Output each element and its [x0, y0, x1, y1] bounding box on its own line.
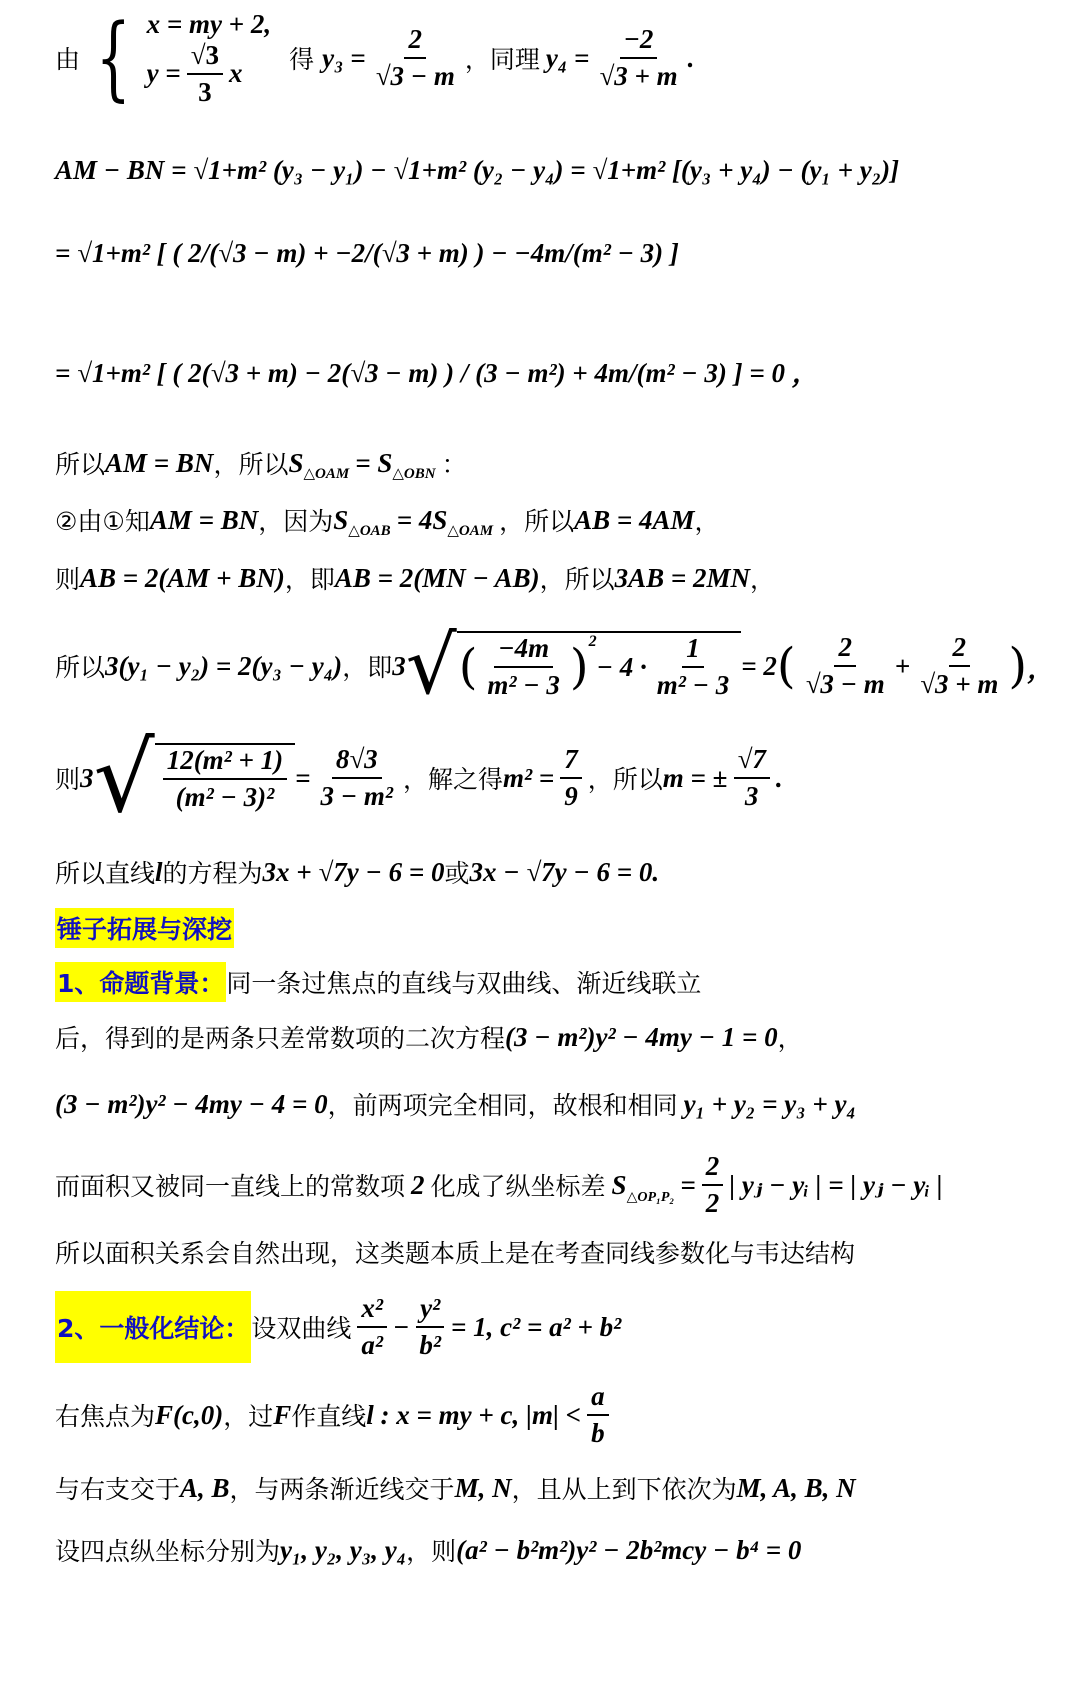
- fraction-y4: [595, 24, 681, 92]
- text: ，过: [223, 1402, 274, 1431]
- paren: (: [458, 639, 478, 695]
- math: AB = 2(AM + BN): [80, 562, 285, 593]
- period: .: [687, 42, 695, 73]
- text: ，前两项完全相同，故根和相同: [327, 1091, 678, 1120]
- fraction: [357, 1293, 387, 1361]
- text: ，即: [342, 653, 393, 682]
- label-proposition-background: 1、命题背景：: [55, 962, 226, 1002]
- frac-den: √3 + m: [599, 61, 678, 91]
- frac-den: √3 − m: [805, 669, 885, 699]
- line-area-equal: [55, 443, 467, 483]
- subscript: △OP₁P₂: [626, 1190, 675, 1205]
- line-general-3: [55, 1468, 856, 1508]
- math: AM = BN: [149, 504, 259, 535]
- frac-num: 2: [404, 24, 426, 59]
- frac-num: 8√3: [332, 744, 382, 779]
- math: y₁ + y₂ = y₃ + y₄: [683, 1088, 856, 1119]
- math: =: [680, 1169, 696, 1200]
- fraction: [483, 633, 563, 701]
- paren: (: [776, 638, 796, 694]
- line-part2: [55, 500, 720, 540]
- text: 所以: [55, 450, 106, 479]
- frac-den: (m² − 3)²: [175, 782, 275, 812]
- math: 3AB = 2MN: [614, 562, 751, 593]
- fraction: [702, 1151, 724, 1219]
- frac-den: 9: [564, 781, 578, 811]
- text: 同一条过焦点的直线与双曲线、渐近线联立: [226, 969, 702, 998]
- subscript: △OAM: [303, 466, 350, 482]
- math: = 2: [741, 650, 777, 681]
- fraction: [734, 744, 770, 812]
- math: M, N: [454, 1472, 512, 1503]
- frac-num: 1: [682, 633, 704, 668]
- frac-den: 3: [744, 781, 759, 811]
- frac-num: √7: [734, 744, 770, 779]
- fraction: [916, 632, 1002, 700]
- frac-den: a²: [361, 1330, 384, 1360]
- fraction: [653, 633, 733, 701]
- text: 而面积又被同一直线上的常数项: [55, 1172, 406, 1201]
- sqrt-sign: √: [405, 619, 457, 712]
- fraction: [163, 745, 287, 813]
- fraction: [560, 744, 582, 812]
- paren: ): [569, 639, 589, 695]
- text: ，: [694, 507, 720, 536]
- line-background-5: 所以面积关系会自然出现，这类题本质上是在考查同线参数化与韦达结构: [55, 1239, 856, 1268]
- fraction: [415, 1293, 445, 1361]
- math: 3x + √7y − 6 = 0: [262, 856, 445, 887]
- text: 右焦点为: [55, 1402, 156, 1431]
- line-background-3: [55, 1082, 856, 1126]
- system-eq2: [147, 40, 272, 108]
- heading-hammer-extension: 锤子拓展与深挖: [55, 908, 234, 948]
- frac-num: x²: [357, 1293, 387, 1328]
- fraction: [587, 1381, 609, 1449]
- math: 2: [411, 1169, 425, 1200]
- frac-den: 3 − m²: [320, 781, 394, 811]
- equation-am-bn: AM − BN = √1+m² (y₃ − y₁) − √1+m² (y₂ − y₄) = √1+m² [(y₃ + y₄) − (y₁ + y₂)]: [55, 154, 900, 185]
- fraction: [802, 632, 889, 700]
- text: ，所以: [539, 565, 615, 594]
- line-general-1: 2、一般化结论： 设双曲线 $\frac{\text{x²}}{\text{a²}}$ − $\frac{\text{y²}}{\text{b²}}$ = 1, c² = a² + b²: [55, 1290, 621, 1364]
- text: ，与两条渐近线交于: [229, 1475, 455, 1504]
- math: y₁, y₂, y₃, y₄: [280, 1534, 407, 1565]
- text-you: 由: [55, 45, 81, 74]
- math: = S: [355, 447, 393, 478]
- text: 后，得到的是两条只差常数项的二次方程: [55, 1024, 506, 1053]
- text: 的方程为: [162, 859, 263, 888]
- text: 设四点纵坐标分别为: [55, 1537, 281, 1566]
- text: 化成了纵坐标差: [430, 1172, 606, 1201]
- text: ：: [441, 450, 467, 479]
- sqrt-radicand: [155, 743, 295, 813]
- system-eq2-lhs: y =: [146, 58, 181, 88]
- math: = 4S: [396, 504, 448, 535]
- math: 3x − √7y − 6 = 0: [469, 856, 653, 887]
- math: = 1, c² = a² + b²: [451, 1311, 622, 1342]
- math: (a² − b²m²)y² − 2b²mcy − b⁴ = 0: [456, 1534, 802, 1565]
- frac-num: √3: [187, 40, 223, 75]
- line-background-4: [55, 1150, 943, 1220]
- subscript: △OAM: [447, 523, 494, 539]
- label-general-conclusion: 2、一般化结论：: [55, 1291, 251, 1363]
- math: m² =: [503, 762, 555, 793]
- text: ，: [750, 565, 776, 594]
- fraction-sqrt3-over-3: [187, 40, 223, 108]
- subscript: △OBN: [392, 466, 436, 482]
- text: ，则: [406, 1537, 457, 1566]
- math: 3: [392, 650, 406, 681]
- math: 3: [80, 762, 94, 793]
- frac-num: y²: [416, 1293, 444, 1328]
- math: A, B: [180, 1472, 230, 1503]
- text: ，所以: [499, 507, 575, 536]
- math: .: [652, 856, 660, 887]
- math: F: [273, 1399, 292, 1430]
- math: (3 − m²)y² − 4my − 1 = 0: [505, 1021, 778, 1052]
- line-general-4: [55, 1528, 801, 1572]
- text: ，解之得: [403, 765, 504, 794]
- line-background-1: [55, 962, 701, 1002]
- math: S: [288, 447, 304, 478]
- paren: ): [1008, 638, 1028, 694]
- text: ②由①知: [55, 507, 150, 536]
- sup: 2: [588, 633, 597, 650]
- frac-den: √3 + m: [920, 669, 999, 699]
- text: ，所以: [213, 450, 289, 479]
- left-brace: {: [95, 4, 131, 111]
- fraction-y3: [372, 24, 459, 92]
- text: 或: [444, 859, 470, 888]
- math: .: [775, 762, 783, 793]
- text-tongli: ，同理: [464, 45, 540, 74]
- fraction: [317, 744, 397, 812]
- frac-den: √3 − m: [375, 61, 455, 91]
- system-eq1: x = my + 2,: [146, 8, 272, 39]
- math: M, A, B, N: [736, 1472, 856, 1503]
- math: ，: [1027, 653, 1055, 684]
- math: 3(y₁ − y₂) = 2(y₃ − y₄): [105, 650, 343, 681]
- frac-num: a: [587, 1381, 609, 1416]
- equation-step-2: = √1+m² [ ( 2(√3 + m) − 2(√3 − m) ) / (3 − m²) + 4m/(m² − 3) ] = 0 ，: [55, 357, 819, 388]
- line-solve-m: [55, 722, 783, 834]
- sqrt-sign: √: [93, 722, 155, 834]
- math: AM = BN: [105, 447, 214, 478]
- equation-system: [147, 9, 272, 108]
- frac-den: b²: [419, 1330, 442, 1360]
- y4-label: y₄ =: [545, 42, 590, 73]
- text: 设双曲线: [251, 1314, 352, 1343]
- math: | yⱼ − yᵢ | = | yⱼ − yᵢ |: [729, 1169, 943, 1200]
- math: l : x = my + c, |m| <: [366, 1399, 582, 1430]
- text: ，因为: [258, 507, 334, 536]
- frac-den: 3: [198, 76, 212, 107]
- line-sqrt-equation: 所以 3(y₁ − y₂) = 2(y₃ − y₄) ，即 3 √ ( $\frac{-4m}{\text{m² − 3}}$ ) 2 − 4 · $\frac{1}{\text{m² − 3}}$ = 2 ( $\frac{2}{√3 - m}$ + $\frac{2}{√3 + m}$ ) ，: [55, 619, 1055, 712]
- text: ，: [777, 1024, 803, 1053]
- frac-num: 7: [560, 744, 582, 779]
- math: m = ±: [662, 762, 728, 793]
- math: AB = 4AM: [574, 504, 695, 535]
- frac-den: m² − 3: [656, 670, 730, 700]
- text: 则: [55, 565, 81, 594]
- equation-step-1: = √1+m² [ ( 2/(√3 − m) + −2/(√3 + m) ) − −4m/(m² − 3) ]: [55, 237, 679, 268]
- text: 与右支交于: [55, 1475, 181, 1504]
- line-result: [55, 852, 659, 892]
- text: 则: [55, 765, 81, 794]
- section-heading: [55, 908, 234, 948]
- frac-den: b: [591, 1418, 605, 1448]
- frac-den: 2: [705, 1188, 720, 1218]
- line-background-2: [55, 1015, 803, 1059]
- math: − 4 ·: [596, 651, 647, 682]
- frac-num: 2: [949, 632, 971, 667]
- frac-num: −2: [620, 24, 658, 59]
- frac-num: 2: [702, 1151, 724, 1186]
- line-general-2: [55, 1380, 615, 1450]
- math: (3 − m²)y² − 4my − 4 = 0: [55, 1088, 328, 1119]
- math: l: [155, 856, 163, 887]
- text: 所以: [55, 653, 106, 682]
- line-ab: [55, 556, 775, 600]
- y3-label: y₃ =: [322, 42, 366, 73]
- text: ，所以: [587, 765, 663, 794]
- math: AB = 2(MN − AB): [334, 562, 540, 593]
- text: 作直线: [291, 1402, 367, 1431]
- text: 所以直线: [55, 859, 156, 888]
- math: S: [611, 1169, 627, 1200]
- frac-num: 12(m² + 1): [163, 745, 287, 780]
- sqrt-radicand: [457, 631, 742, 701]
- math: S: [333, 504, 349, 535]
- frac-num: −4m: [494, 633, 553, 668]
- math: =: [295, 762, 311, 793]
- text: ，即: [284, 565, 335, 594]
- frac-den: m² − 3: [487, 670, 560, 700]
- frac-num: 2: [834, 632, 856, 667]
- text-de: 得: [289, 45, 315, 74]
- text: ，且从上到下依次为: [511, 1475, 737, 1504]
- subscript: △OAB: [348, 523, 391, 539]
- math: F(c,0): [155, 1399, 224, 1430]
- line-system: [55, 4, 695, 111]
- system-eq2-x: x: [229, 58, 243, 88]
